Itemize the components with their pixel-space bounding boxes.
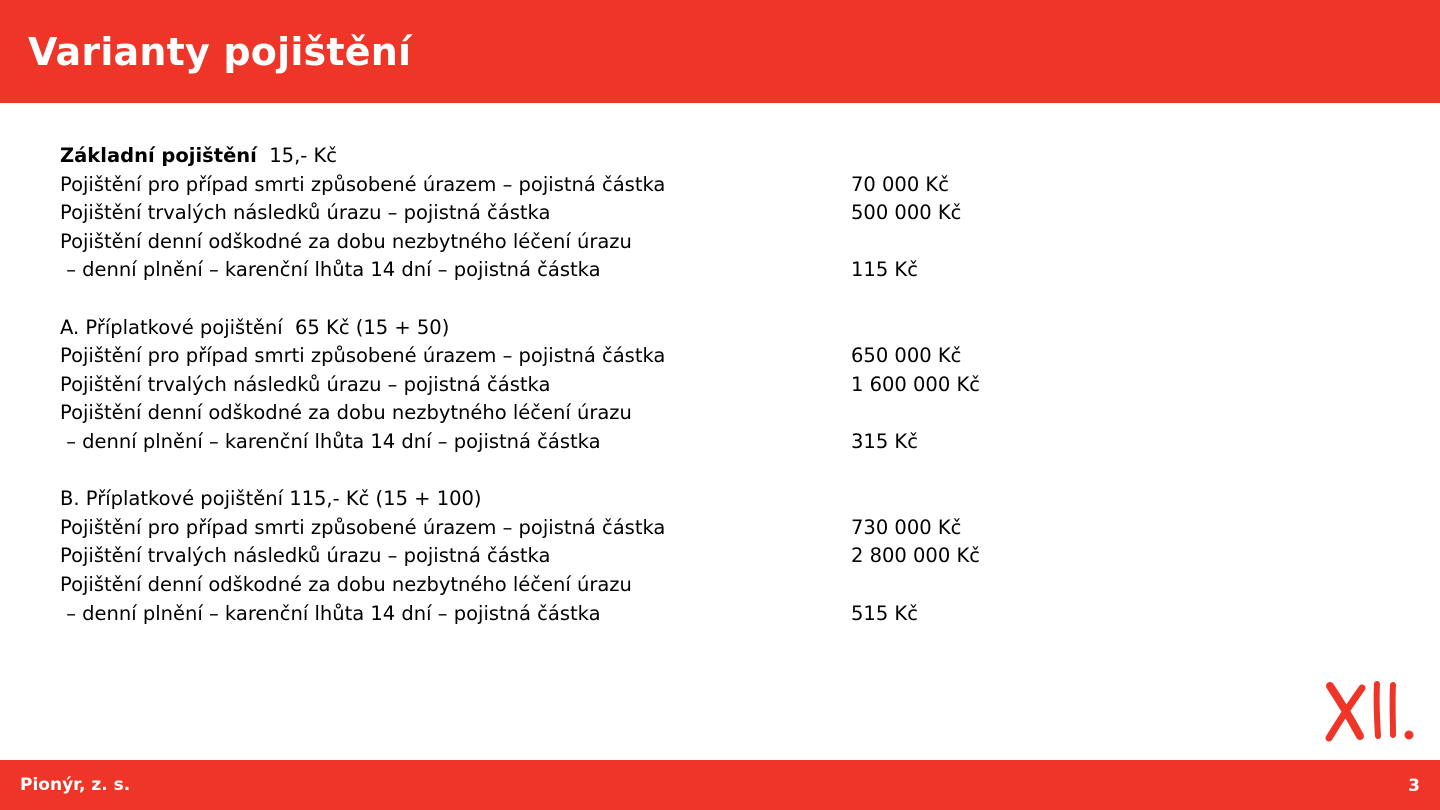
roman-numeral-xii-logo xyxy=(1322,676,1418,744)
coverage-row xyxy=(60,199,1160,228)
coverage-label: Pojištění trvalých následků úrazu – pojistná částka xyxy=(60,544,551,568)
coverage-amount: 515 Kč xyxy=(851,601,918,625)
coverage-label: – denní plnění – karenční lhůta 14 dní – pojistná částka xyxy=(60,601,601,625)
section-title-bold: Základní pojištění xyxy=(60,144,257,167)
section-basic-insurance xyxy=(60,142,1160,285)
coverage-label: Pojištění denní odškodné za dobu nezbytného léčení úrazu xyxy=(60,572,632,596)
section-title xyxy=(60,142,1160,171)
insurance-variants-content xyxy=(60,142,1160,657)
coverage-amount: 730 000 Kč xyxy=(851,515,962,539)
coverage-amount: 2 800 000 Kč xyxy=(851,544,980,568)
coverage-row xyxy=(60,571,1160,600)
coverage-amount: 70 000 Kč xyxy=(851,172,949,196)
coverage-label: Pojištění trvalých následků úrazu – pojistná částka xyxy=(60,201,551,225)
coverage-label: – denní plnění – karenční lhůta 14 dní – pojistná částka xyxy=(60,429,601,453)
coverage-label: – denní plnění – karenční lhůta 14 dní – pojistná částka xyxy=(60,258,601,282)
coverage-row xyxy=(60,428,1160,457)
slide-title: Varianty pojištění xyxy=(28,30,412,74)
slide-header xyxy=(0,0,1440,103)
section-supplementary-a xyxy=(60,314,1160,457)
slide-footer xyxy=(0,760,1440,810)
coverage-row xyxy=(60,171,1160,200)
section-title-price: 15,- Kč xyxy=(256,144,338,167)
section-title-text: B. Příplatkové pojištění 115,- Kč (15 + 100) xyxy=(60,487,482,511)
section-title-text: A. Příplatkové pojištění 65 Kč (15 + 50) xyxy=(60,315,450,339)
coverage-amount: 650 000 Kč xyxy=(851,344,962,368)
coverage-row xyxy=(60,228,1160,257)
coverage-amount: 500 000 Kč xyxy=(851,201,962,225)
coverage-row xyxy=(60,342,1160,371)
coverage-label: Pojištění denní odškodné za dobu nezbytného léčení úrazu xyxy=(60,401,632,425)
organization-name: Pionýr, z. s. xyxy=(20,775,131,795)
coverage-label: Pojištění denní odškodné za dobu nezbytného léčení úrazu xyxy=(60,229,632,253)
coverage-row xyxy=(60,600,1160,629)
coverage-amount: 1 600 000 Kč xyxy=(851,372,980,396)
coverage-row xyxy=(60,256,1160,285)
coverage-amount: 315 Kč xyxy=(851,429,918,453)
coverage-amount: 115 Kč xyxy=(851,258,918,282)
coverage-label: Pojištění pro případ smrti způsobené úrazem – pojistná částka xyxy=(60,172,666,196)
coverage-row xyxy=(60,514,1160,543)
coverage-row xyxy=(60,371,1160,400)
coverage-row xyxy=(60,542,1160,571)
coverage-label: Pojištění trvalých následků úrazu – pojistná částka xyxy=(60,372,551,396)
coverage-label: Pojištění pro případ smrti způsobené úrazem – pojistná částka xyxy=(60,515,666,539)
section-supplementary-b xyxy=(60,485,1160,628)
page-number: 3 xyxy=(1408,776,1420,796)
section-title xyxy=(60,314,1160,343)
coverage-label: Pojištění pro případ smrti způsobené úrazem – pojistná částka xyxy=(60,344,666,368)
coverage-row xyxy=(60,399,1160,428)
section-title xyxy=(60,485,1160,514)
